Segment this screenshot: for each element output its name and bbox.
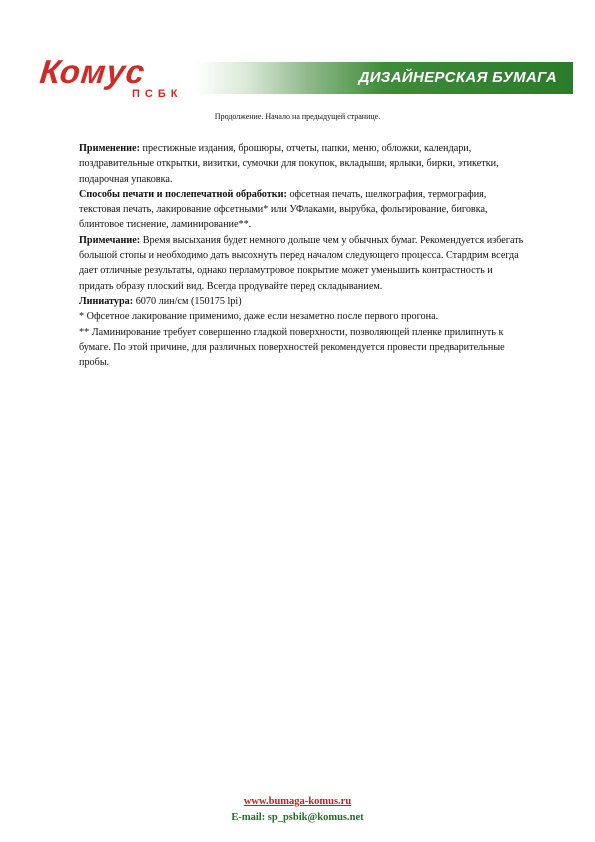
footnote-1: * Офсетное лакирование применимо, даже если незаметно после первого прогона. <box>79 311 439 323</box>
logo-wordmark: Комус <box>38 53 148 90</box>
lineature-paragraph <box>79 294 529 309</box>
printing-text: офсетная печать, шелкография, термография, текстовая печать, лакирование офсетными* или УФлаками, вырубка, фольгирование, биговка, блинтовое тиснение, ламинирование**. <box>79 188 488 231</box>
application-text: престижные издания, брошюры, отчеты, папки, меню, обложки, календари, поздравительные открытки, визитки, сумочки для покупок, вкладыши, ярлыки, бирки, этикетки, подарочная упаковка. <box>79 143 499 185</box>
lineature-label: Линиатура: <box>79 295 134 307</box>
note-text: Время высыхания будет немного дольше чем у обычных бумаг. Рекомендуется избегать большой стопы и необходимо дать высохнуть перед началом следующего процесса. Стардрим всегда дает отличные результаты, однако перламутровое покрытие может уменьшить контрастность и придать образу плоский вид. Всегда продувайте перед складыванием. <box>79 234 524 292</box>
email-contact[interactable]: E-mail: sp_psbik@komus.net <box>231 812 364 823</box>
logo-subtitle: ПСБК <box>132 88 183 100</box>
note-label: Примечание: <box>79 234 141 246</box>
continued-note: Продолжение. Начало на предыдущей странице. <box>214 112 381 121</box>
application-label: Применение: <box>79 143 140 154</box>
note-paragraph <box>79 233 529 294</box>
lineature-text: 6070 лин/см (150175 lpi) <box>133 295 242 307</box>
header-banner <box>195 62 573 94</box>
footnote-2: ** Ламинирование требует совершенно гладкой поверхности, позволяющей пленке прилипнуть к бумаге. По этой причине, для различных поверхностей рекомендуется провести предварительные пробы. <box>79 326 505 369</box>
website-link[interactable]: www.bumaga-komus.ru <box>243 796 352 807</box>
company-logo <box>40 54 190 102</box>
page-footer <box>0 794 595 826</box>
printing-label: Способы печати и послепечатной обработки: <box>79 188 287 200</box>
document-body <box>79 141 529 370</box>
printing-paragraph <box>79 187 529 233</box>
application-paragraph <box>79 141 529 187</box>
banner-title: ДИЗАЙНЕРСКАЯ БУМАГА <box>358 69 557 86</box>
